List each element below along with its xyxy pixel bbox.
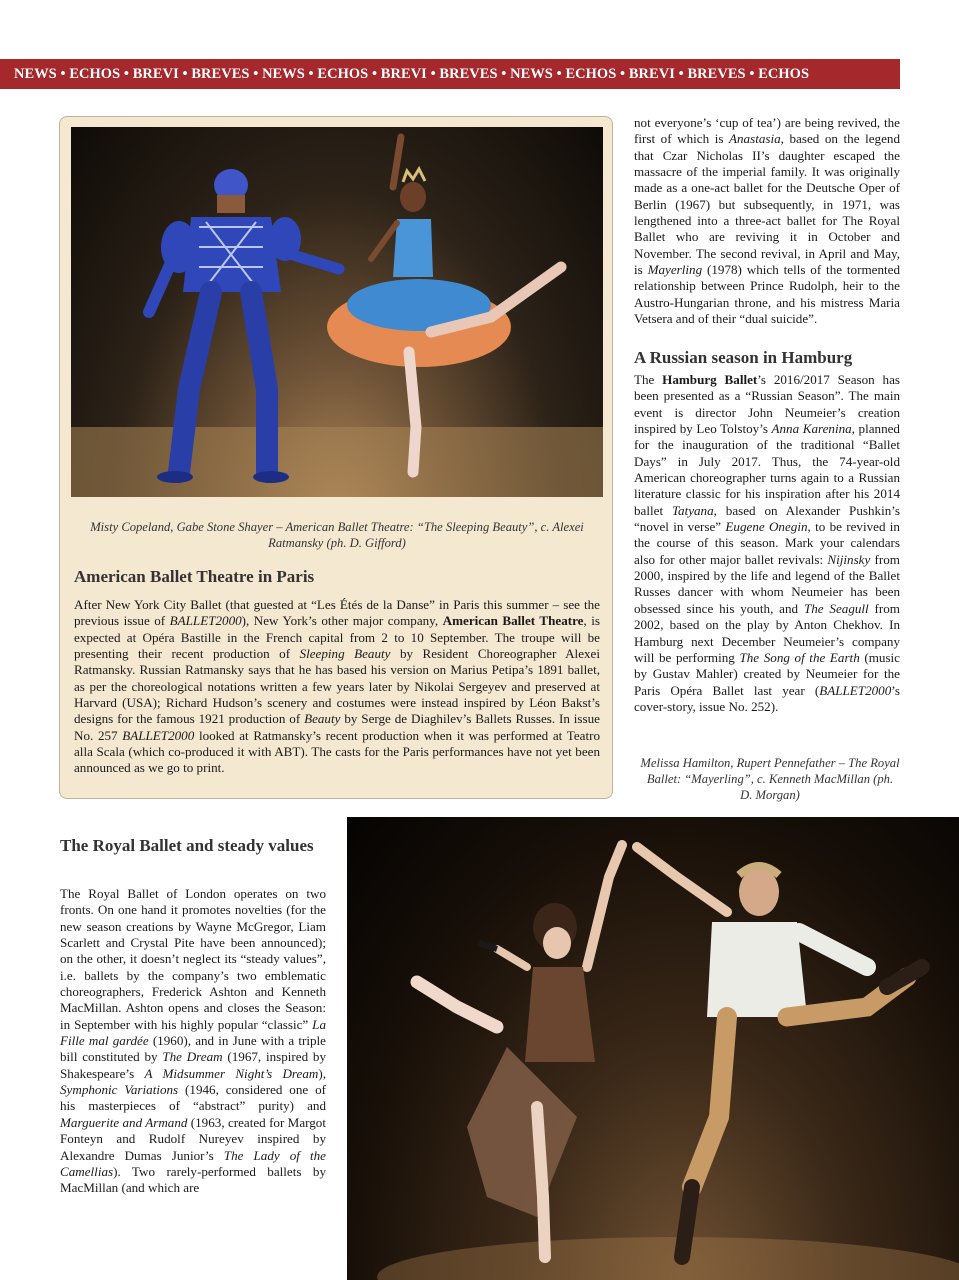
mayerling-caption: Melissa Hamilton, Rupert Pennefather – The Royal Ballet: “Mayerling”, c. Kenneth MacMillan (ph. D. Morgan) [640, 756, 900, 802]
abt-article-text: After New York City Ballet (that guested at “Les Étés de la Danse” in Paris this summer – see the previous issue of BALLET2000), New York’s other major company, American Ballet Theatre, is expected at Opéra Bastille in the French capital from 2 to 10 September. The troupe will be presenting their recent production of Sleeping Beauty by Resident Choreographer Alexei Ratmansky. Russian Ratmansky says that he has based his version on Marius Petipa’s 1891 ballet, as per the choreological notations written a few years later by Nikolai Sergeyev and preserved at Harvard (USA); Richard Hudson’s scenery and costumes were instead inspired by Léon Bakst’s designs for the famous 1921 production of Beauty by Serge de Diaghilev’s Ballets Russes. In issue No. 257 BALLET2000 looked at Ratmansky’s recent production when it was performed at Teatro alla Scala (which co-produced it with ABT). The casts for the Paris performances have not yet been announced as we go to print. [74, 597, 600, 776]
abt-heading: American Ballet Theatre in Paris [74, 567, 315, 586]
sleeping-beauty-caption: Misty Copeland, Gabe Stone Shayer – American Ballet Theatre: “The Sleeping Beauty”, c. Alexei Ratmansky (ph. D. Gifford) [90, 520, 584, 550]
royal-ballet-continuation-text: not everyone’s ‘cup of tea’) are being revived, the first of which is Anastasia, based on the legend that Czar Nicholas II’s daughter escaped the massacre of the imperial family. It was originally made as a one-act ballet for the Deutsche Oper of Berlin (1967) but subsequently, in 1971, was lengthened into a three-act ballet for The Royal Ballet who are reviving it in October and November. The second revival, in April and May, is Mayerling (1978) which tells of the tormented relationship between Prince Rudolph, heir to the Austro-Hungarian throne, and his mistress Maria Vetsera and of their “dual suicide”. [634, 115, 900, 327]
hamburg-article-text: The Hamburg Ballet’s 2016/2017 Season has been presented as a “Russian Season”. The main event is director John Neumeier’s creation inspired by Leo Tolstoy’s Anna Karenina, planned for the inauguration of the traditional “Ballet Days” in July 2017. Thus, the 74-year-old American choreographer turns again to a Russian literature classic for his inspiration after his 2014 ballet Tatyana, based on Alexander Pushkin’s “novel in verse” Eugene Onegin, to be revived in the course of this season. Mark your calendars also for other major ballet revivals: Nijinsky from 2000, inspired by the life and legend of the Ballet Russes dancer with whom Neumeier has been obsessed since his youth, and The Seagull from 2002, based on the play by Anton Chekhov. In Hamburg next December Neumeier’s company will be performing The Song of the Earth (music by Gustav Mahler) created by Neumeier for the Paris Opéra Ballet last year (BALLET2000’s cover-story, issue No. 252). [634, 372, 900, 714]
hamburg-heading: A Russian season in Hamburg [634, 348, 853, 367]
royal-ballet-article-text: The Royal Ballet of London operates on two fronts. On one hand it promotes novelties (for the new season creations by Wayne McGregor, Liam Scarlett and Crystal Pite have been announced); on the other, it doesn’t neglect its “steady values”, i.e. ballets by the company’s two emblematic choreographers, Frederick Ashton and Kenneth MacMillan. Ashton opens and closes the Season: in September with his highly popular “classic” La Fille mal gardée (1960), and in June with a triple bill constituted by The Dream (1967, inspired by Shakespeare’s A Midsummer Night’s Dream), Symphonic Variations (1946, considered one of his masterpieces of “abstract” purity) and Marguerite and Armand (1963, created for Margot Fonteyn and Rudolf Nureyev inspired by Alexandre Dumas Junior’s The Lady of the Camellias). Two rarely-performed ballets by MacMillan (and which are [60, 886, 327, 1196]
section-banner: NEWS • ECHOS • BREVI • BREVES • NEWS • ECHOS • BREVI • BREVES • NEWS • ECHOS • BREVI • BREVES • ECHOS [0, 59, 900, 89]
mayerling-photo [347, 817, 959, 1280]
royal-ballet-heading: The Royal Ballet and steady values [60, 836, 314, 855]
sleeping-beauty-photo [71, 127, 603, 497]
